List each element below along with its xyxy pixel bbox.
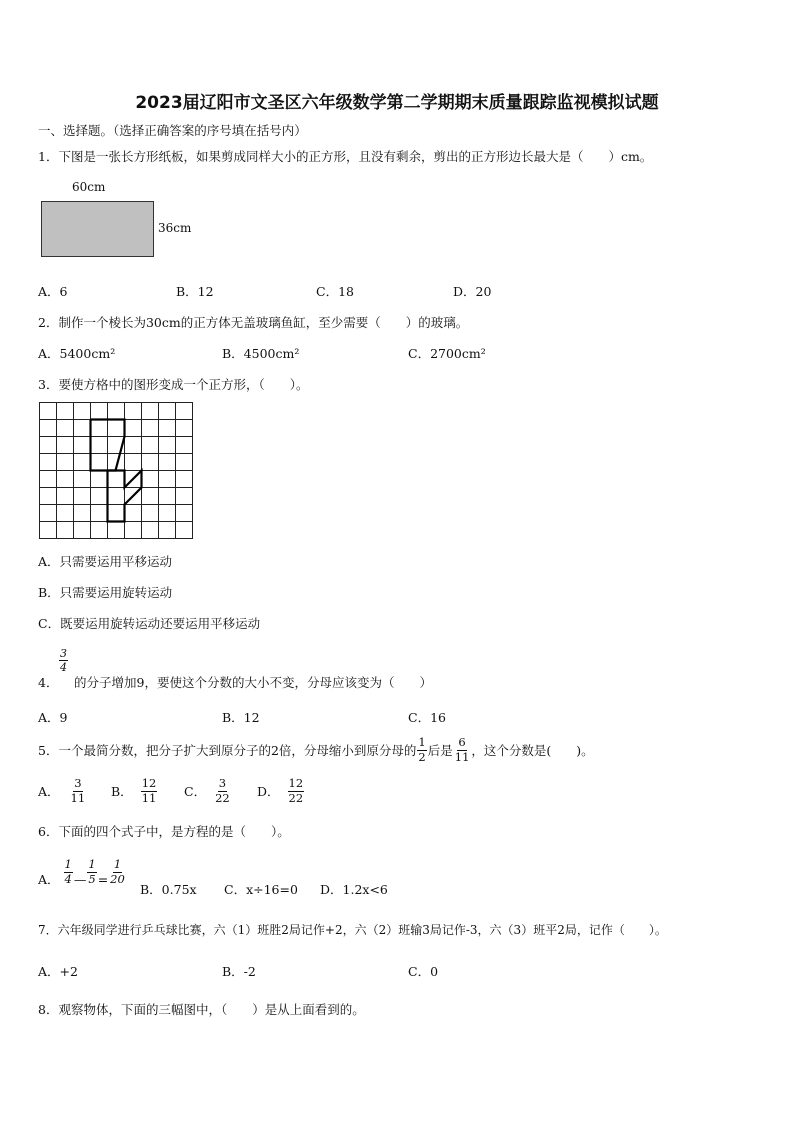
q5-frac1-num: 1 xyxy=(418,735,426,749)
q3-option-c[interactable]: C．既要运用旋转运动还要运用平移运动 xyxy=(38,616,261,631)
q6-f2-den: 5 xyxy=(88,871,96,886)
q5-text-3: ，这个分数是( )。 xyxy=(471,743,594,758)
q5-option-a[interactable] xyxy=(38,778,87,804)
q5-d-num: 12 xyxy=(288,776,304,790)
q5-a-den: 11 xyxy=(70,790,86,805)
q5-option-d-label: D． xyxy=(257,784,280,799)
q5-b-den: 11 xyxy=(141,790,157,805)
q4-frac-num: 3 xyxy=(60,647,67,660)
grid-figure xyxy=(38,402,194,540)
question-7-text: 7．六年级同学进行乒乓球比赛，六（1）班胜2局记作+2，六（2）班输3局记作-3，六（3）班平2局，记作（ ）。 xyxy=(38,923,667,937)
q4-option-a[interactable]: A．9 xyxy=(38,710,68,725)
q5-frac1-den: 2 xyxy=(418,749,426,764)
q6-f3-num: 1 xyxy=(113,857,122,871)
page-title: 2023届辽阳市文圣区六年级数学第二学期期末质量跟踪监视模拟试题 xyxy=(135,93,659,113)
rect-width-label: 60cm xyxy=(72,180,106,194)
q6-f2-num: 1 xyxy=(88,857,96,871)
q6-f3-den: 20 xyxy=(110,871,125,886)
question-2-text: 2．制作一个棱长为30cm的正方体无盖玻璃鱼缸，至少需要（ ）的玻璃。 xyxy=(38,315,469,330)
rect-height-label: 36cm xyxy=(158,221,192,235)
q4-option-c[interactable]: C．16 xyxy=(408,710,446,725)
question-1-text: 1．下图是一张长方形纸板，如果剪成同样大小的正方形，且没有剩余，剪出的正方形边长最大是（ ）cm。 xyxy=(38,149,653,164)
q5-option-a-label: A． xyxy=(38,784,60,799)
q5-c-den: 22 xyxy=(215,790,230,805)
section-heading: 一、选择题。（选择正确答案的序号填在括号内） xyxy=(38,123,307,138)
q5-frac2-den: 11 xyxy=(454,749,470,764)
q5-option-c-label: C． xyxy=(184,784,207,799)
q1-option-a[interactable]: A．6 xyxy=(38,284,68,299)
q5-frac2-num: 6 xyxy=(458,735,466,749)
q1-option-c[interactable]: C．18 xyxy=(316,284,354,299)
q6-option-a-label: A． xyxy=(38,872,60,887)
question-4-text: 的分子增加9，要使这个分数的大小不变，分母应该变为（ ） xyxy=(74,675,432,690)
q1-option-d[interactable]: D．20 xyxy=(453,284,492,299)
q5-b-num: 12 xyxy=(141,776,157,790)
q7-option-a[interactable]: A．+2 xyxy=(38,964,78,979)
q3-option-a[interactable]: A．只需要运用平移运动 xyxy=(38,554,173,569)
q6-option-a[interactable] xyxy=(38,856,127,888)
q5-a-num: 3 xyxy=(74,776,82,790)
q7-option-b[interactable]: B．-2 xyxy=(222,964,256,979)
q6-option-c[interactable]: C．x÷16=0 xyxy=(224,882,298,897)
q5-option-d[interactable] xyxy=(257,778,305,804)
q6-f1-num: 1 xyxy=(64,857,72,871)
q5-option-b-label: B． xyxy=(111,784,133,799)
q6-f1-den: 4 xyxy=(64,871,72,886)
q5-option-b[interactable] xyxy=(111,778,158,804)
q6-option-b[interactable]: B．0.75x xyxy=(140,882,197,897)
q3-option-b[interactable]: B．只需要运用旋转运动 xyxy=(38,585,173,600)
question-6-text: 6．下面的四个式子中，是方程的是（ ）。 xyxy=(38,824,290,839)
q6-equals: = xyxy=(97,871,109,887)
q5-text-2: 后是 xyxy=(427,743,453,758)
q6-option-d[interactable]: D．1.2x<6 xyxy=(320,882,388,897)
q6-minus: — xyxy=(73,871,87,887)
q1-option-b[interactable]: B．12 xyxy=(176,284,214,299)
q4-frac-den: 4 xyxy=(60,661,67,674)
q4-option-b[interactable]: B．12 xyxy=(222,710,260,725)
q7-option-c[interactable]: C．0 xyxy=(408,964,439,979)
q5-d-den: 22 xyxy=(288,790,304,805)
q5-text-1: 5．一个最简分数，把分子扩大到原分子的2倍，分母缩小到原分母的 xyxy=(38,743,417,758)
q5-option-c[interactable] xyxy=(184,778,232,804)
q5-c-num: 3 xyxy=(218,776,227,790)
question-4-number: 4． xyxy=(38,675,59,690)
question-8-text: 8．观察物体，下面的三幅图中，（ ）是从上面看到的。 xyxy=(38,1002,365,1017)
question-5-line xyxy=(38,737,594,763)
question-3-text: 3．要使方格中的图形变成一个正方形，（ ）。 xyxy=(38,377,309,392)
q2-option-c[interactable]: C．2700cm² xyxy=(408,346,486,361)
rectangle-figure xyxy=(41,201,154,257)
q4-fraction xyxy=(58,648,69,673)
q2-option-b[interactable]: B．4500cm² xyxy=(222,346,300,361)
q2-option-a[interactable]: A．5400cm² xyxy=(38,346,116,361)
